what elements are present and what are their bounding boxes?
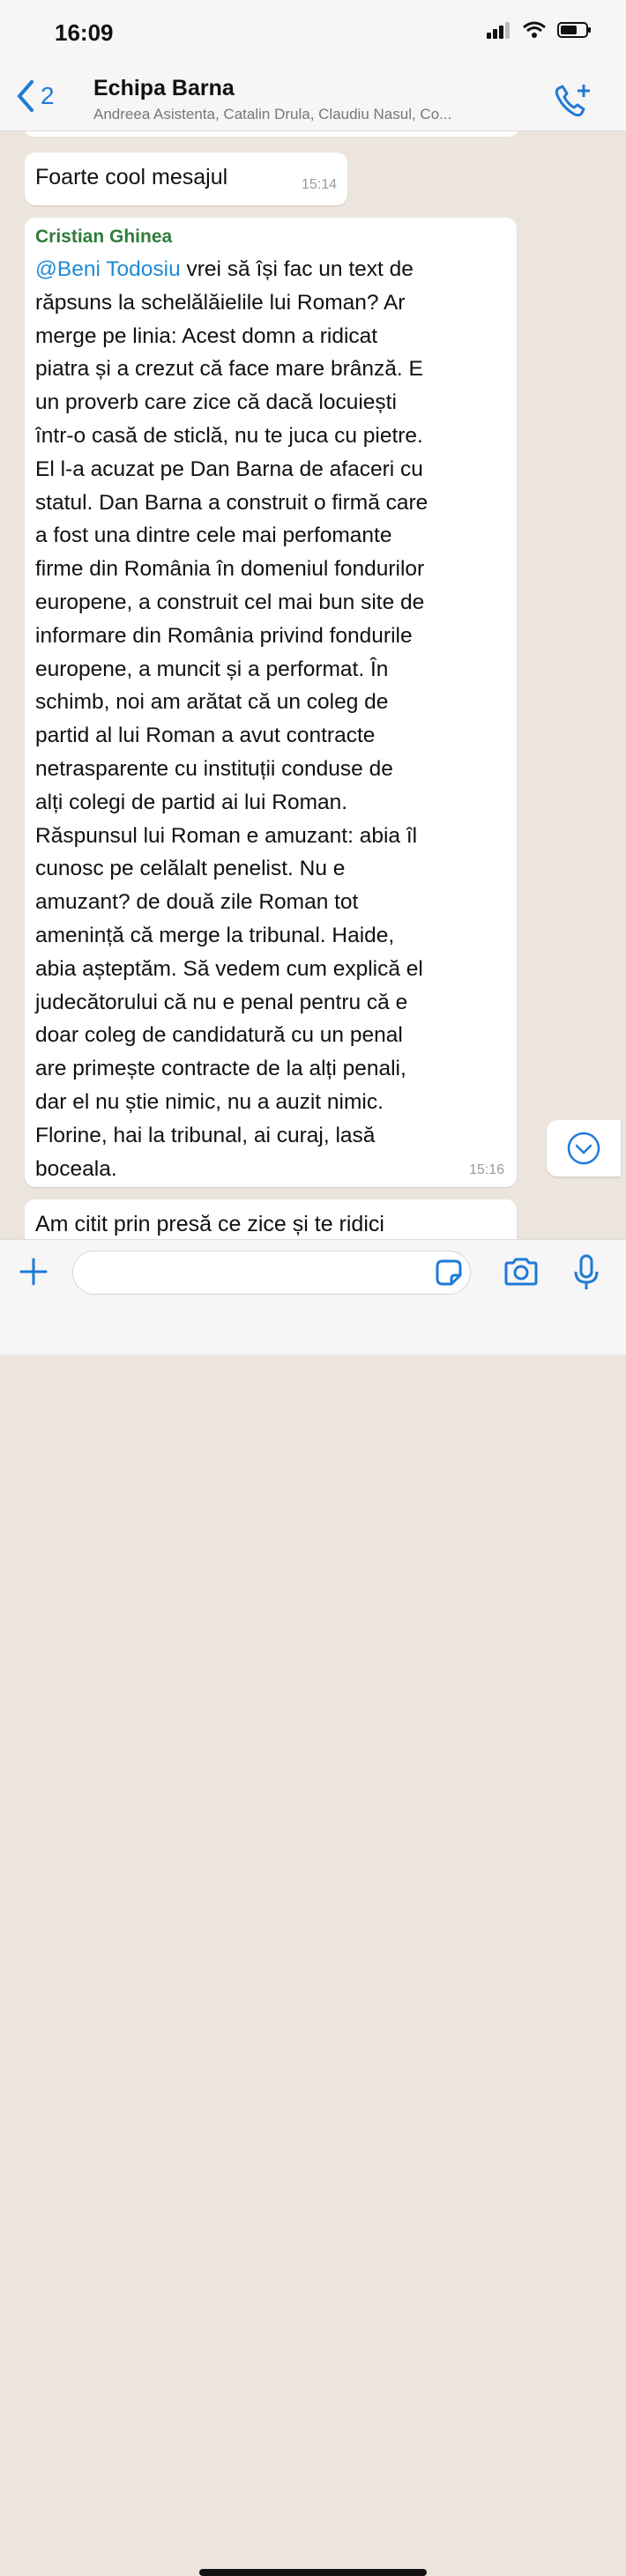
message-time: 15:14 bbox=[301, 177, 337, 192]
message-text: Am citit prin presă ce zice și te ridici bbox=[35, 1212, 384, 1236]
wifi-icon bbox=[522, 21, 547, 39]
scroll-to-bottom-button[interactable] bbox=[547, 1120, 621, 1177]
add-call-button[interactable] bbox=[552, 81, 592, 126]
microphone-button[interactable] bbox=[573, 1254, 600, 1295]
attach-button[interactable] bbox=[18, 1256, 49, 1292]
status-time: 16:09 bbox=[55, 19, 114, 46]
add-call-icon bbox=[552, 81, 592, 122]
chat-header bbox=[0, 67, 626, 131]
sticker-icon bbox=[434, 1258, 464, 1288]
chevron-down-icon bbox=[566, 1131, 601, 1166]
input-bar bbox=[0, 1239, 626, 1355]
microphone-icon bbox=[573, 1254, 600, 1291]
message-body-text: vrei să își fac un text de răpsuns la schelălăielile lui Roman? Ar merge pe linia: Acest domn a ridicat piatra și a crezut că face mare brânză. E un proverb care zice că dacă locuiești într-o casă de sticlă, nu te juca cu pietre. El l-a acuzat pe Dan Barna de afaceri cu statul. Dan Barna a construit o firmă care a fost una dintre cele mai perfomante firme din România în domeniul fondurilor europene, a construit cel mai bun site de informare din România privind fondurile europene, a muncit și a performat. În schimb, noi am arătat că un coleg de partid al lui Roman a avut contracte netrasparente cu instituții conduse de alți colegi de partid ai lui Roman. Răspunsul lui Roman e amuzant: abia îl cunosc pe celălalt penelist. Nu e amuzant? de două zile Roman tot amenință că merge la tribunal. Haide, abia așteptăm. Să vedem cum explică el judecătorului că nu e penal pentru că e doar coleg de candidatură cu un penal are primește contracte de la alți penali, dar el nu știe nimic, nu a auzit nimic. Florine, hai la tribunal, ai curaj, lasă boceala. bbox=[35, 257, 429, 1181]
chat-participants[interactable]: Andreea Asistenta, Catalin Drula, Claudiu Nasul, Co... bbox=[93, 106, 452, 122]
message-bubble[interactable] bbox=[25, 152, 347, 205]
back-button[interactable] bbox=[16, 79, 55, 113]
message-text: Foarte cool mesajul bbox=[35, 165, 228, 189]
signal-icon bbox=[487, 21, 511, 39]
message-bubble[interactable] bbox=[25, 1199, 517, 1239]
plus-icon bbox=[18, 1256, 49, 1288]
message-time: 15:16 bbox=[468, 1162, 504, 1177]
sticker-button[interactable] bbox=[434, 1258, 464, 1292]
previous-message-fragment bbox=[25, 131, 518, 137]
message-text bbox=[35, 253, 506, 1185]
home-indicator bbox=[199, 2569, 427, 2576]
camera-button[interactable] bbox=[503, 1256, 540, 1292]
message-input[interactable] bbox=[72, 1251, 471, 1295]
chat-title[interactable]: Echipa Barna bbox=[93, 76, 235, 100]
chat-area[interactable] bbox=[0, 131, 626, 1239]
message-sender[interactable]: Cristian Ghinea bbox=[35, 226, 173, 247]
unread-count: 2 bbox=[41, 82, 55, 109]
mention-link[interactable]: @Beni Todosiu bbox=[35, 257, 181, 281]
chevron-left-icon bbox=[16, 79, 35, 113]
battery-icon bbox=[557, 21, 592, 39]
camera-icon bbox=[503, 1256, 540, 1288]
status-bar bbox=[0, 0, 626, 67]
status-icons bbox=[487, 21, 592, 39]
message-bubble[interactable] bbox=[25, 218, 517, 1187]
